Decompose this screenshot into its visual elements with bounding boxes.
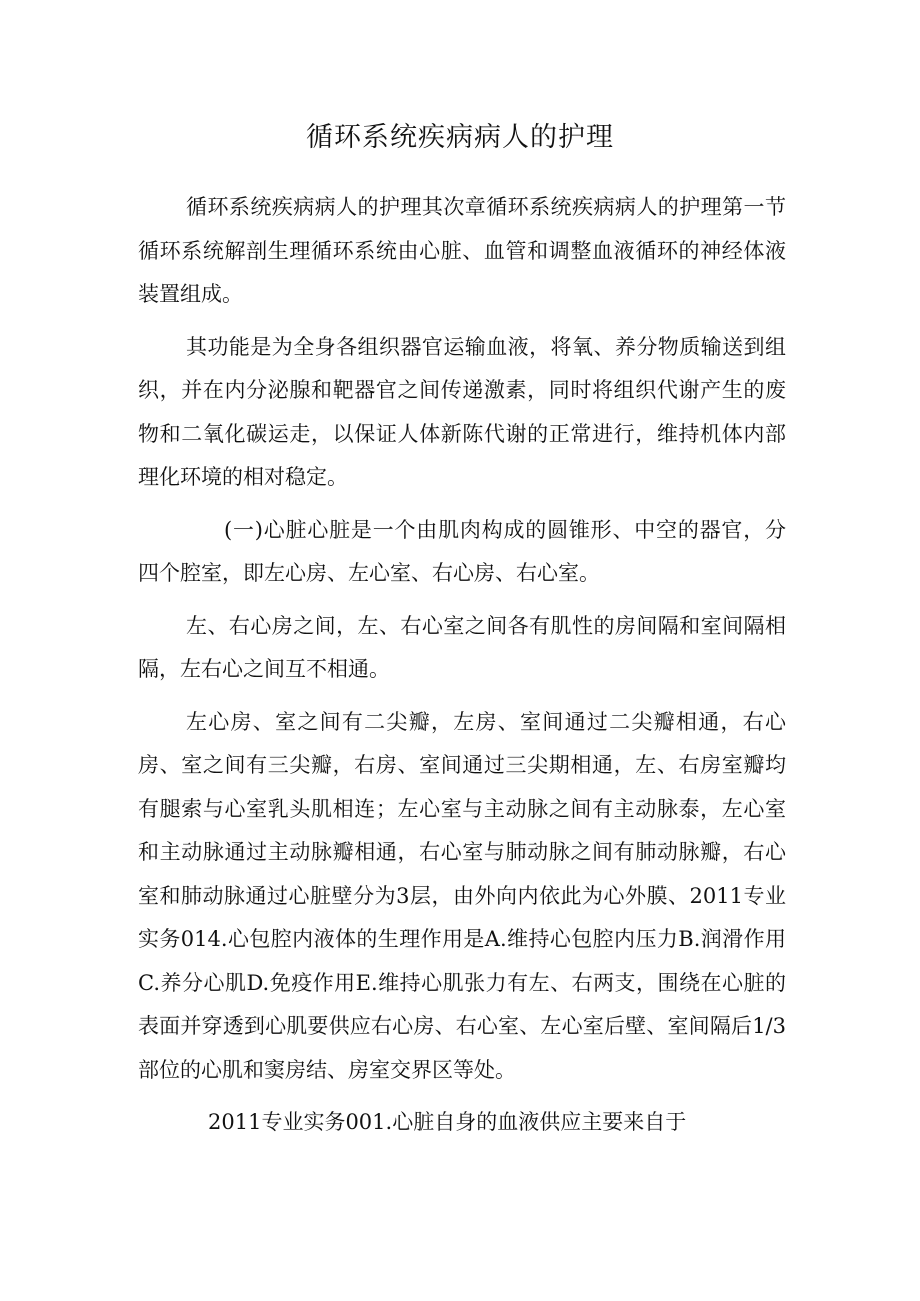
paragraph-heart: (一)心脏心脏是一个由肌肉构成的圆锥形、中空的器官，分四个腔室，即左心房、左心室、右心房、右心室。 — [138, 517, 786, 585]
paragraph-septum: 左、右心房之间，左、右心室之间各有肌性的房间隔和室间隔相隔，左右心之间互不相通。 — [138, 613, 786, 681]
page-title: 循环系统疾病病人的护理 — [306, 122, 614, 153]
paragraph-question: 2011专业实务001.心脏自身的血液供应主要来自于 — [208, 1110, 687, 1134]
document-body — [138, 186, 786, 1145]
paragraph-intro: 循环系统疾病病人的护理其次章循环系统疾病病人的护理第一节循环系统解剖生理循环系统由心脏、血管和调整血液循环的神经体液装置组成。 — [138, 195, 786, 306]
paragraph-valves: 左心房、室之间有二尖瓣，左房、室间通过二尖瓣相通，右心房、室之间有三尖瓣，右房、室间通过三尖期相通，左、右房室瓣均有腿索与心室乳头肌相连；左心室与主动脉之间有主动脉泰，左心室和主动脉通过主动脉瓣相通，右心室与肺动脉之间有肺动脉瓣，右心室和肺动脉通过心脏壁分为3层，由外向内依此为心外膜、2011专业实务014.心包腔内液体的生理作用是A.维持心包腔内压力B.润滑作用C.养分心肌D.免疫作用E.维持心肌张力有左、右两支，围绕在心脏的表面并穿透到心肌要供应右心房、右心室、左心室后壁、室间隔后1/3部位的心肌和窦房结、房室交界区等处。 — [138, 709, 786, 1082]
paragraph-function: 其功能是为全身各组织器官运输血液，将氧、养分物质输送到组织，并在内分泌腺和靶器官之间传递激素，同时将组织代谢产生的废物和二氧化碳运走，以保证人体新陈代谢的正常进行，维持机体内部理化环境的相对稳定。 — [138, 334, 786, 489]
